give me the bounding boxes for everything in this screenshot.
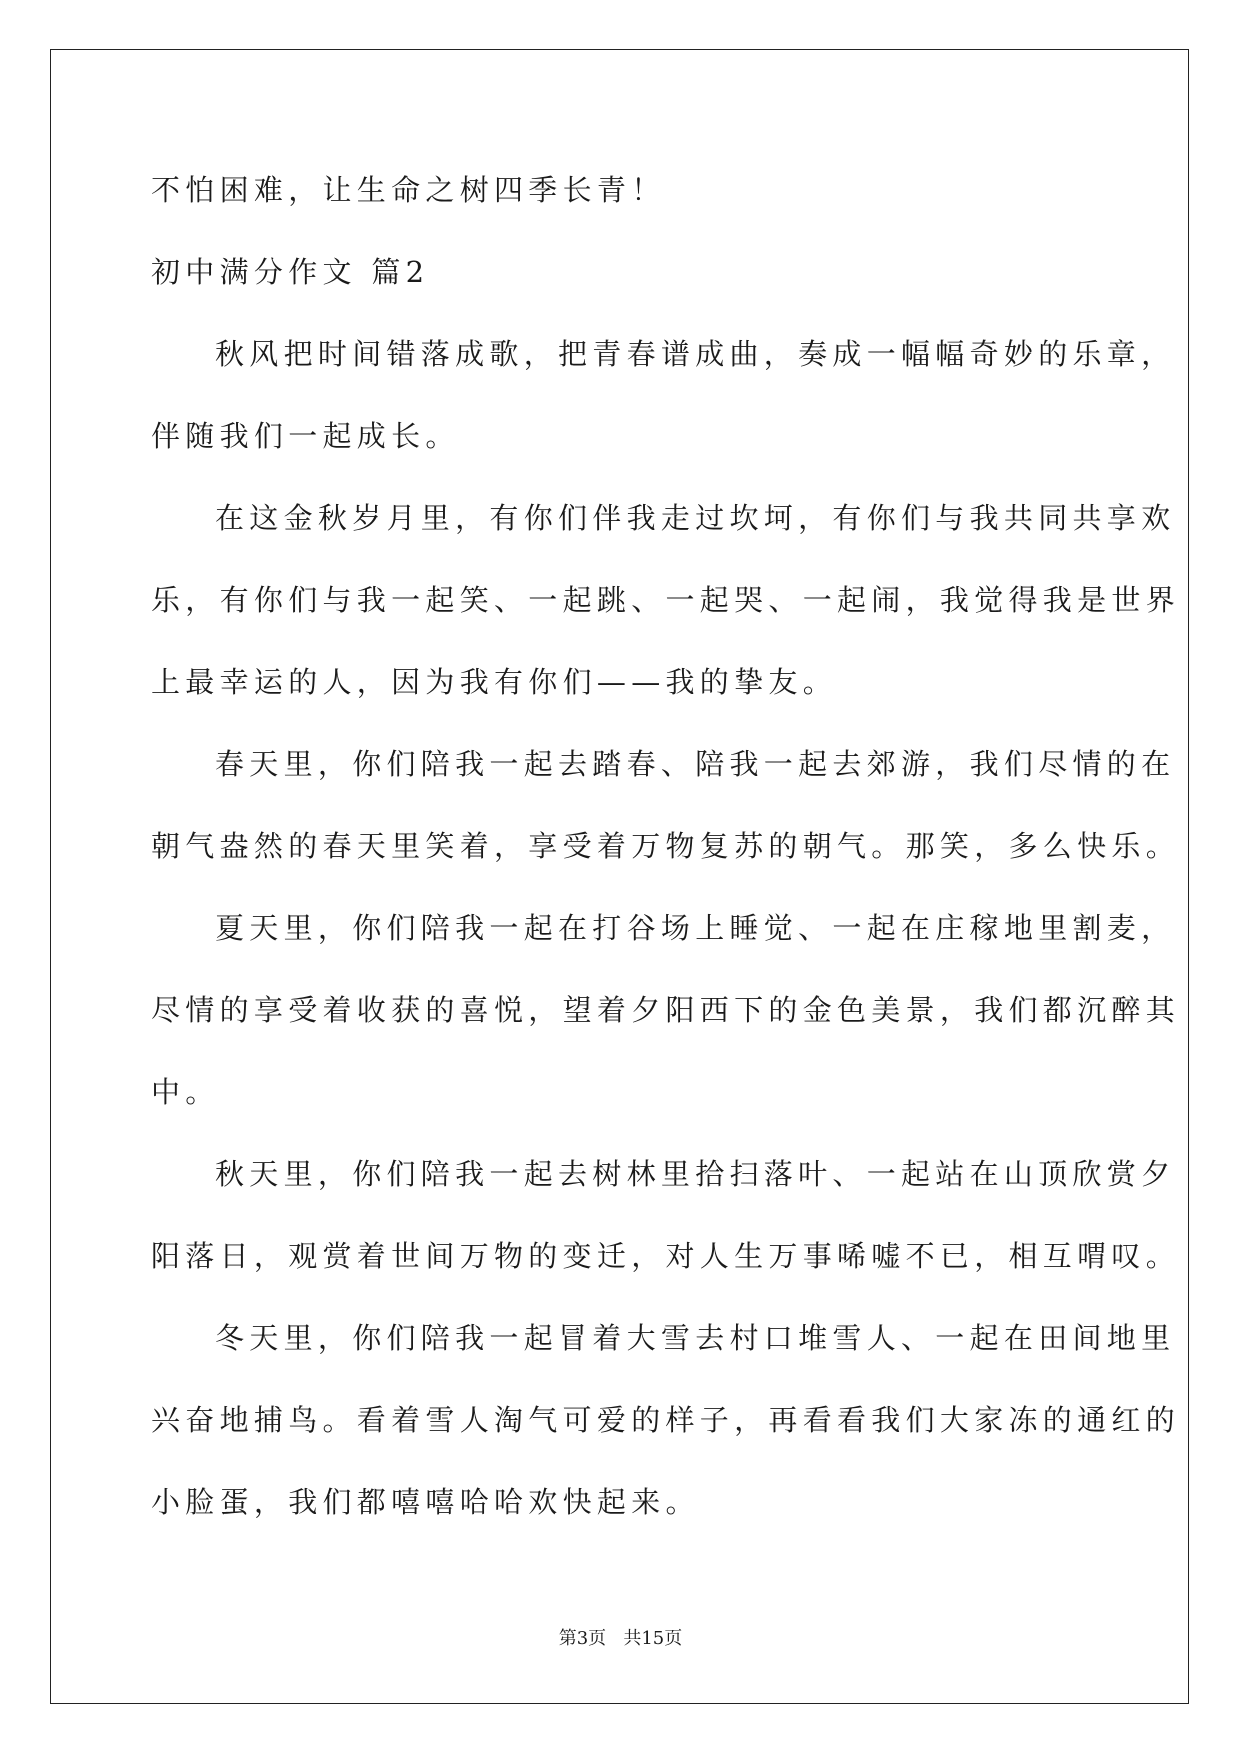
paragraph-5-line-1: 秋天里，你们陪我一起去树林里拾扫落叶、一起站在山顶欣赏夕 (215, 1157, 1176, 1191)
paragraph-5-line-2: 阳落日，观赏着世间万物的变迁，对人生万事唏嘘不已，相互喟叹。 (151, 1239, 1181, 1273)
paragraph-1-line-1: 秋风把时间错落成歌，把青春谱成曲，奏成一幅幅奇妙的乐章， (215, 337, 1176, 371)
paragraph-6-line-1: 冬天里，你们陪我一起冒着大雪去村口堆雪人、一起在田间地里 (215, 1321, 1176, 1355)
paragraph-4-line-1: 夏天里，你们陪我一起在打谷场上睡觉、一起在庄稼地里割麦， (215, 911, 1176, 945)
paragraph-2-line-1: 在这金秋岁月里，有你们伴我走过坎坷，有你们与我共同共享欢 (215, 501, 1176, 535)
paragraph-6-line-3: 小脸蛋，我们都嘻嘻哈哈欢快起来。 (151, 1485, 700, 1519)
paragraph-2-line-2: 乐，有你们与我一起笑、一起跳、一起哭、一起闹，我觉得我是世界 (151, 583, 1181, 617)
paragraph-4-line-3: 中。 (151, 1075, 220, 1109)
paragraph-2-line-3: 上最幸运的人，因为我有你们——我的挚友。 (151, 665, 838, 699)
paragraph-4-line-2: 尽情的享受着收获的喜悦，望着夕阳西下的金色美景，我们都沉醉其 (151, 993, 1181, 1027)
page-number-footer: 第3页 共15页 (558, 1628, 683, 1649)
section-heading: 初中满分作文 篇2 (151, 255, 430, 289)
page-frame (50, 49, 1189, 1704)
paragraph-3-line-2: 朝气盎然的春天里笑着，享受着万物复苏的朝气。那笑，多么快乐。 (151, 829, 1181, 863)
paragraph-3-line-1: 春天里，你们陪我一起去踏春、陪我一起去郊游，我们尽情的在 (215, 747, 1176, 781)
paragraph-1-line-2: 伴随我们一起成长。 (151, 419, 460, 453)
paragraph-6-line-2: 兴奋地捕鸟。看着雪人淘气可爱的样子，再看看我们大家冻的通红的 (151, 1403, 1181, 1437)
text-line-closing: 不怕困难，让生命之树四季长青！ (151, 173, 666, 207)
